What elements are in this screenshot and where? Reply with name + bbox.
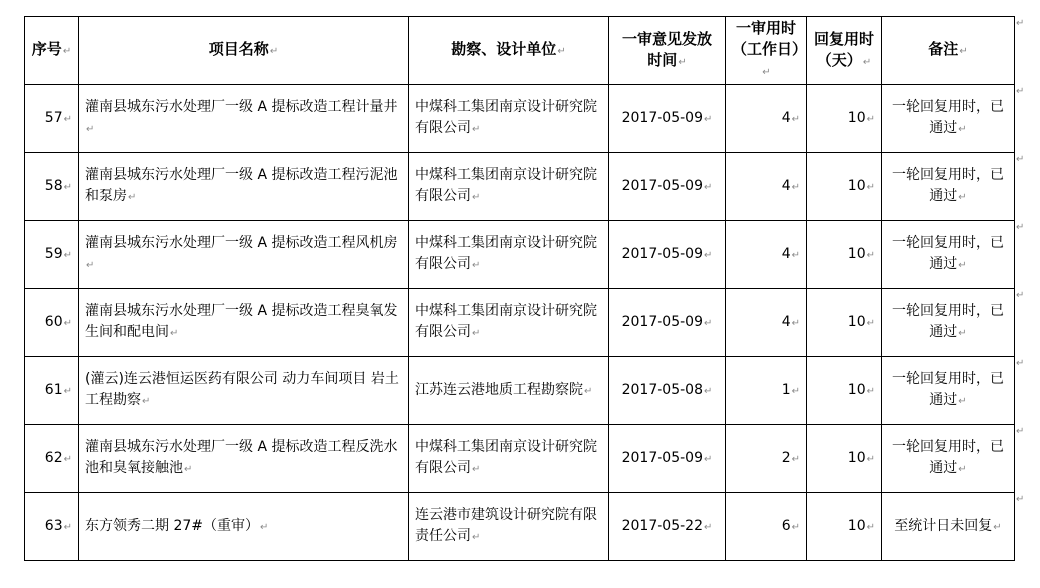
header-note: 备注↵ [882, 17, 1015, 85]
cell-reply-days: 10↵ [807, 221, 882, 289]
table-row [25, 357, 1015, 425]
table-row [25, 493, 1015, 561]
cell-issue-date: 2017-05-09↵ [609, 85, 726, 153]
table-row [25, 425, 1015, 493]
cell-issue-date: 2017-05-09↵ [609, 221, 726, 289]
cell-issue-date: 2017-05-09↵ [609, 289, 726, 357]
cell-note: 一轮回复用时，已通过↵ [882, 153, 1015, 221]
cell-design-unit: 中煤科工集团南京设计研究院有限公司↵ [409, 85, 609, 153]
cell-design-unit: 连云港市建筑设计研究院有限责任公司↵ [409, 493, 609, 561]
cell-note: 一轮回复用时，已通过↵ [882, 289, 1015, 357]
header-date: 一审意见发放时间↵ [609, 17, 726, 85]
cell-issue-date: 2017-05-09↵ [609, 153, 726, 221]
cell-design-unit: 江苏连云港地质工程勘察院↵ [409, 357, 609, 425]
cell-seq: 60↵ [25, 289, 79, 357]
table-row [25, 289, 1015, 357]
cell-seq: 58↵ [25, 153, 79, 221]
cell-reply-days: 10↵ [807, 85, 882, 153]
cell-review-days: 4↵ [726, 85, 807, 153]
cell-review-days: 4↵ [726, 289, 807, 357]
cell-end-mark: ↵ [678, 56, 687, 68]
cell-review-days: 1↵ [726, 357, 807, 425]
cell-seq: 61↵ [25, 357, 79, 425]
cell-project-name: 灌南县城东污水处理厂一级 A 提标改造工程臭氧发生间和配电间↵ [79, 289, 409, 357]
cell-end-mark: ↵ [269, 46, 279, 57]
cell-end-mark: ↵ [762, 67, 771, 78]
row-end-mark: ↵ [1016, 358, 1025, 369]
cell-note: 至统计日未回复↵ [882, 493, 1015, 561]
cell-design-unit: 中煤科工集团南京设计研究院有限公司↵ [409, 221, 609, 289]
table-row [25, 221, 1015, 289]
row-end-mark: ↵ [1016, 18, 1025, 29]
review-table [24, 16, 1015, 561]
row-end-mark: ↵ [1016, 222, 1025, 233]
cell-note: 一轮回复用时，已通过↵ [882, 425, 1015, 493]
cell-reply-days: 10↵ [807, 493, 882, 561]
cell-review-days: 2↵ [726, 425, 807, 493]
cell-end-mark: ↵ [862, 56, 872, 68]
cell-issue-date: 2017-05-08↵ [609, 357, 726, 425]
cell-note: 一轮回复用时，已通过↵ [882, 357, 1015, 425]
header-unit: 勘察、设计单位↵ [409, 17, 609, 85]
cell-reply-days: 10↵ [807, 357, 882, 425]
cell-project-name: 东方领秀二期 27#（重审）↵ [79, 493, 409, 561]
cell-issue-date: 2017-05-09↵ [609, 425, 726, 493]
cell-end-mark: ↵ [557, 46, 566, 57]
cell-project-name: 灌南县城东污水处理厂一级 A 提标改造工程污泥池和泵房↵ [79, 153, 409, 221]
cell-issue-date: 2017-05-22↵ [609, 493, 726, 561]
row-end-mark: ↵ [1016, 426, 1025, 437]
cell-review-days: 6↵ [726, 493, 807, 561]
cell-seq: 62↵ [25, 425, 79, 493]
cell-reply-days: 10↵ [807, 289, 882, 357]
cell-design-unit: 中煤科工集团南京设计研究院有限公司↵ [409, 425, 609, 493]
table-header-row [25, 17, 1015, 85]
row-end-mark: ↵ [1016, 494, 1025, 505]
cell-design-unit: 中煤科工集团南京设计研究院有限公司↵ [409, 289, 609, 357]
row-end-mark: ↵ [1016, 154, 1025, 165]
cell-end-mark: ↵ [959, 46, 968, 57]
cell-design-unit: 中煤科工集团南京设计研究院有限公司↵ [409, 153, 609, 221]
cell-reply-days: 10↵ [807, 153, 882, 221]
header-reply: 回复用时（天）↵ [807, 17, 882, 85]
cell-note: 一轮回复用时，已通过↵ [882, 221, 1015, 289]
row-end-mark: ↵ [1016, 290, 1025, 301]
cell-project-name: (灌云)连云港恒运医药有限公司 动力车间项目 岩土工程勘察↵ [79, 357, 409, 425]
cell-review-days: 4↵ [726, 221, 807, 289]
cell-project-name: 灌南县城东污水处理厂一级 A 提标改造工程反洗水池和臭氧接触池↵ [79, 425, 409, 493]
table-row [25, 85, 1015, 153]
cell-seq: 57↵ [25, 85, 79, 153]
cell-seq: 59↵ [25, 221, 79, 289]
header-name: 项目名称↵ [79, 17, 409, 85]
cell-project-name: 灌南县城东污水处理厂一级 A 提标改造工程计量井↵ [79, 85, 409, 153]
cell-review-days: 4↵ [726, 153, 807, 221]
cell-note: 一轮回复用时，已通过↵ [882, 85, 1015, 153]
cell-seq: 63↵ [25, 493, 79, 561]
cell-reply-days: 10↵ [807, 425, 882, 493]
cell-end-mark: ↵ [62, 46, 72, 57]
table-row [25, 153, 1015, 221]
header-seq: 序号↵ [25, 17, 79, 85]
header-days: 一审用时（工作日）↵ [726, 17, 807, 85]
cell-project-name: 灌南县城东污水处理厂一级 A 提标改造工程风机房↵ [79, 221, 409, 289]
row-end-mark: ↵ [1016, 86, 1025, 97]
